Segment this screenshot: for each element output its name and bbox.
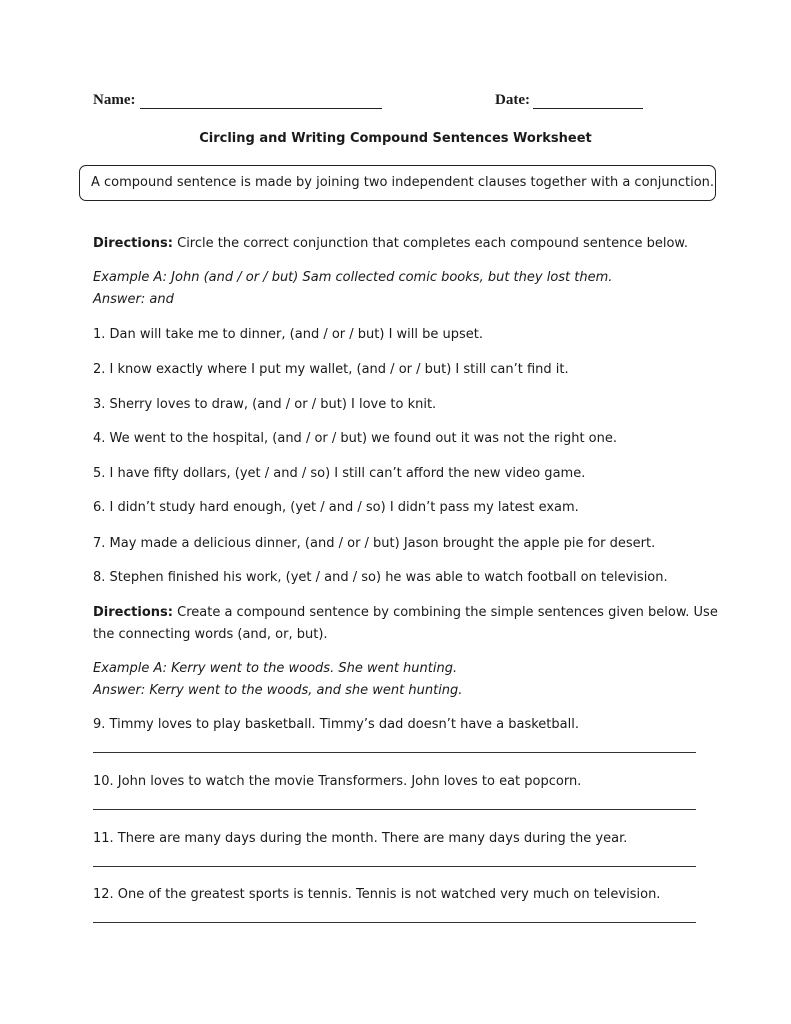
name-label: Name: bbox=[93, 92, 136, 108]
section1-answer: Answer: and bbox=[93, 292, 174, 307]
question-item: 7. May made a delicious dinner, (and / or / but) Jason brought the apple pie for desert. bbox=[93, 536, 656, 551]
question-item: 6. I didn’t study hard enough, (yet / and / so) I didn’t pass my latest exam. bbox=[93, 500, 579, 515]
section1-directions bbox=[93, 236, 688, 251]
directions-label: Directions: bbox=[93, 605, 173, 620]
date-blank[interactable] bbox=[533, 108, 643, 109]
section2-directions-continued: the connecting words (and, or, but). bbox=[93, 627, 328, 642]
section2-answer: Answer: Kerry went to the woods, and she went hunting. bbox=[93, 683, 463, 698]
writing-item: 10. John loves to watch the movie Transformers. John loves to eat popcorn. bbox=[93, 774, 582, 789]
question-item: 3. Sherry loves to draw, (and / or / but) I love to knit. bbox=[93, 397, 437, 412]
question-item: 1. Dan will take me to dinner, (and / or / but) I will be upset. bbox=[93, 327, 484, 342]
section1-example: Example A: John (and / or / but) Sam collected comic books, but they lost them. bbox=[93, 270, 613, 285]
writing-item: 12. One of the greatest sports is tennis. Tennis is not watched very much on television. bbox=[93, 887, 661, 902]
directions-text: Create a compound sentence by combining the simple sentences given below. Use bbox=[172, 605, 718, 620]
student-info-header bbox=[93, 92, 653, 114]
section2-example: Example A: Kerry went to the woods. She went hunting. bbox=[93, 661, 458, 676]
definition-box bbox=[79, 165, 716, 201]
answer-write-line[interactable] bbox=[93, 922, 696, 923]
directions-label: Directions: bbox=[93, 236, 173, 251]
date-label: Date: bbox=[495, 92, 530, 108]
answer-write-line[interactable] bbox=[93, 866, 696, 867]
directions-text: Circle the correct conjunction that completes each compound sentence below. bbox=[172, 236, 688, 251]
section2-directions bbox=[93, 605, 718, 620]
question-item: 2. I know exactly where I put my wallet, (and / or / but) I still can’t find it. bbox=[93, 362, 569, 377]
name-blank[interactable] bbox=[140, 108, 382, 109]
definition-text: A compound sentence is made by joining two independent clauses together with a conjunction. bbox=[91, 175, 715, 190]
writing-item: 9. Timmy loves to play basketball. Timmy’s dad doesn’t have a basketball. bbox=[93, 717, 579, 732]
writing-item: 11. There are many days during the month. There are many days during the year. bbox=[93, 831, 628, 846]
worksheet-title: Circling and Writing Compound Sentences Worksheet bbox=[199, 131, 592, 146]
question-item: 8. Stephen finished his work, (yet / and / so) he was able to watch football on television. bbox=[93, 570, 668, 585]
question-item: 5. I have fifty dollars, (yet / and / so) I still can’t afford the new video game. bbox=[93, 466, 586, 481]
answer-write-line[interactable] bbox=[93, 809, 696, 810]
answer-write-line[interactable] bbox=[93, 752, 696, 753]
question-item: 4. We went to the hospital, (and / or / but) we found out it was not the right one. bbox=[93, 431, 617, 446]
